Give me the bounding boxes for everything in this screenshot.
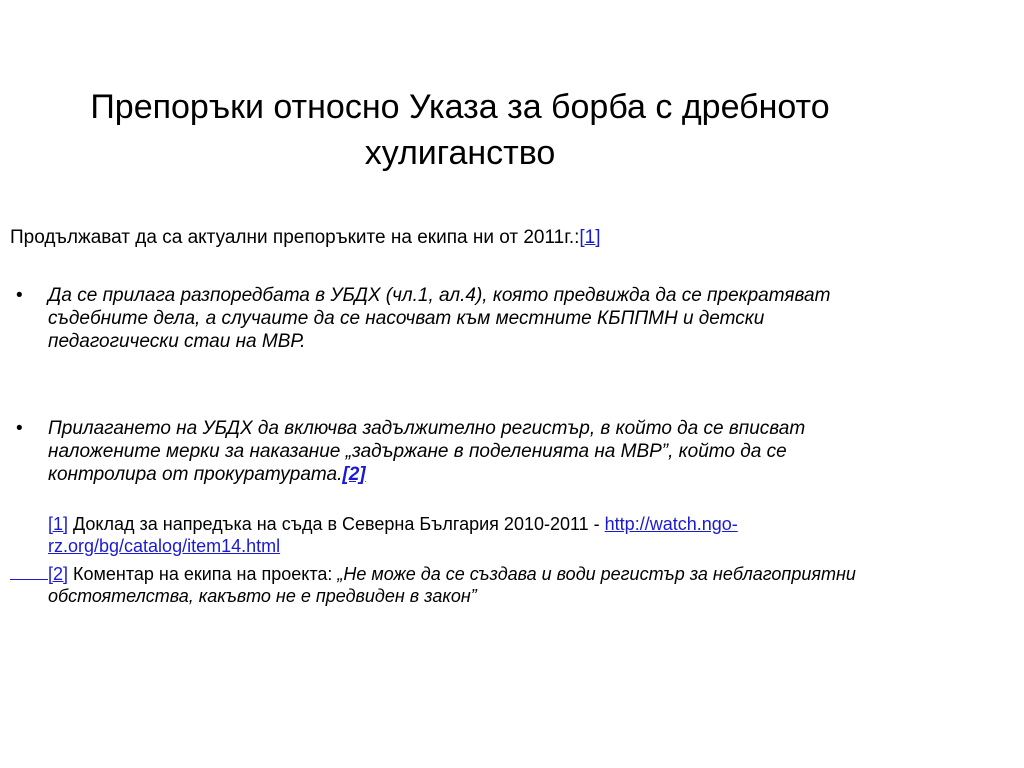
footnote-2-ref[interactable]: [2] (48, 564, 69, 584)
footnote-ref-2-link[interactable]: [2] (342, 464, 366, 485)
bullet-item (16, 417, 876, 486)
slide-title: Препоръки относно Указа за борба с дребното хулиганство (90, 88, 830, 172)
footnote-1-ref[interactable]: [1] (48, 514, 69, 534)
footnote-1 (48, 513, 890, 557)
bullet-text-container (48, 417, 876, 486)
bullet-text: Да се прилага разпоредбата в УБДХ (чл.1, ал.4), която предвижда да се прекратяват съдебните дела, а случаите да се насочват към местните КБППМН и детски педагогически стаи на МВР. (48, 285, 831, 352)
bullet-item (16, 284, 876, 353)
bullet-text: Прилагането на УБДХ да включва задължително регистър, в който да се вписват наложените мерки за наказание „задържане в поделенията на МВР”, който да се контролира от прокуратурата. (48, 418, 806, 485)
footnotes (10, 513, 890, 607)
footnote-2-text: Коментар на екипа на проекта: (68, 564, 338, 584)
footnote-1-text: Доклад за напредъка на съда в Северна България 2010-2011 - (68, 514, 605, 534)
intro-paragraph (10, 226, 601, 250)
bullet-icon: • (16, 418, 23, 439)
intro-text: Продължават да са актуални препоръките на екипа ни от 2011г.: (10, 227, 580, 248)
footnote-1-url-link[interactable]: http://watch.ngo-rz.org/bg/catalog/item14.html (48, 514, 738, 556)
footnote-underline (10, 561, 48, 580)
bullet-icon: • (16, 285, 23, 306)
footnote-ref-1-link[interactable]: [1] (579, 227, 601, 248)
footnote-2 (48, 561, 890, 607)
footnote-2-quote: „Не може да се създава и води регистър за неблагоприятни обстоятелства, какъвто не е предвиден в закон” (48, 564, 856, 606)
